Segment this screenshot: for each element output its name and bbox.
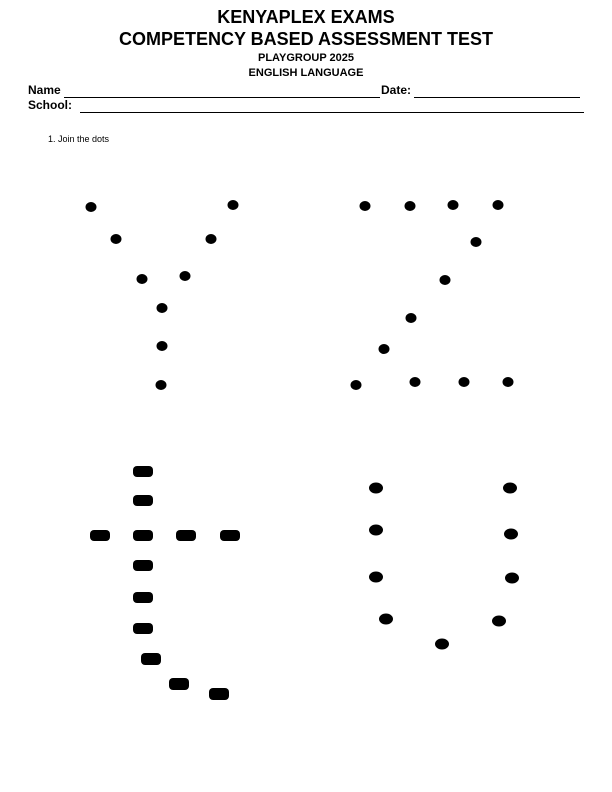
exam-level: PLAYGROUP 2025 — [258, 52, 354, 64]
dot[interactable] — [133, 560, 153, 571]
name-label: Name — [28, 83, 61, 97]
dot[interactable] — [141, 653, 161, 665]
dot[interactable] — [379, 344, 390, 354]
dot[interactable] — [133, 495, 153, 506]
dot[interactable] — [133, 623, 153, 634]
dot[interactable] — [369, 525, 383, 536]
dot[interactable] — [360, 201, 371, 211]
exam-org-title: KENYAPLEX EXAMS — [217, 7, 395, 27]
dot[interactable] — [157, 303, 168, 313]
dot[interactable] — [209, 688, 229, 700]
dot[interactable] — [448, 200, 459, 210]
dot[interactable] — [228, 200, 239, 210]
dot[interactable] — [133, 530, 153, 541]
dot[interactable] — [220, 530, 240, 541]
dot[interactable] — [505, 573, 519, 584]
dot[interactable] — [180, 271, 191, 281]
exam-title: COMPETENCY BASED ASSESSMENT TEST — [118, 29, 494, 49]
dot-letter-z — [351, 200, 514, 390]
dot[interactable] — [86, 202, 97, 212]
dot[interactable] — [169, 678, 189, 690]
dot[interactable] — [206, 234, 217, 244]
dot[interactable] — [459, 377, 470, 387]
dot[interactable] — [503, 483, 517, 494]
dot[interactable] — [156, 380, 167, 390]
dot[interactable] — [369, 572, 383, 583]
dot[interactable] — [435, 639, 449, 650]
dot[interactable] — [492, 616, 506, 627]
dot[interactable] — [369, 483, 383, 494]
dot-letter-t — [90, 466, 240, 700]
dot[interactable] — [133, 466, 153, 477]
dot-letter-u — [369, 483, 519, 650]
dot[interactable] — [440, 275, 451, 285]
school-label: School: — [28, 98, 72, 112]
dot[interactable] — [351, 380, 362, 390]
question-join-dots: 1. Join the dots — [48, 134, 110, 144]
dot[interactable] — [405, 201, 416, 211]
dot[interactable] — [157, 341, 168, 351]
dot[interactable] — [111, 234, 122, 244]
dot[interactable] — [493, 200, 504, 210]
dot[interactable] — [406, 313, 417, 323]
dot[interactable] — [90, 530, 110, 541]
date-label: Date: — [381, 83, 412, 97]
dot[interactable] — [133, 592, 153, 603]
dot-letter-y — [86, 200, 239, 390]
dot[interactable] — [379, 614, 393, 625]
dot[interactable] — [471, 237, 482, 247]
dot[interactable] — [503, 377, 514, 387]
dot[interactable] — [176, 530, 196, 541]
dot[interactable] — [410, 377, 421, 387]
dot[interactable] — [504, 529, 518, 540]
dot[interactable] — [137, 274, 148, 284]
exam-subject: ENGLISH LANGUAGE — [248, 67, 364, 79]
